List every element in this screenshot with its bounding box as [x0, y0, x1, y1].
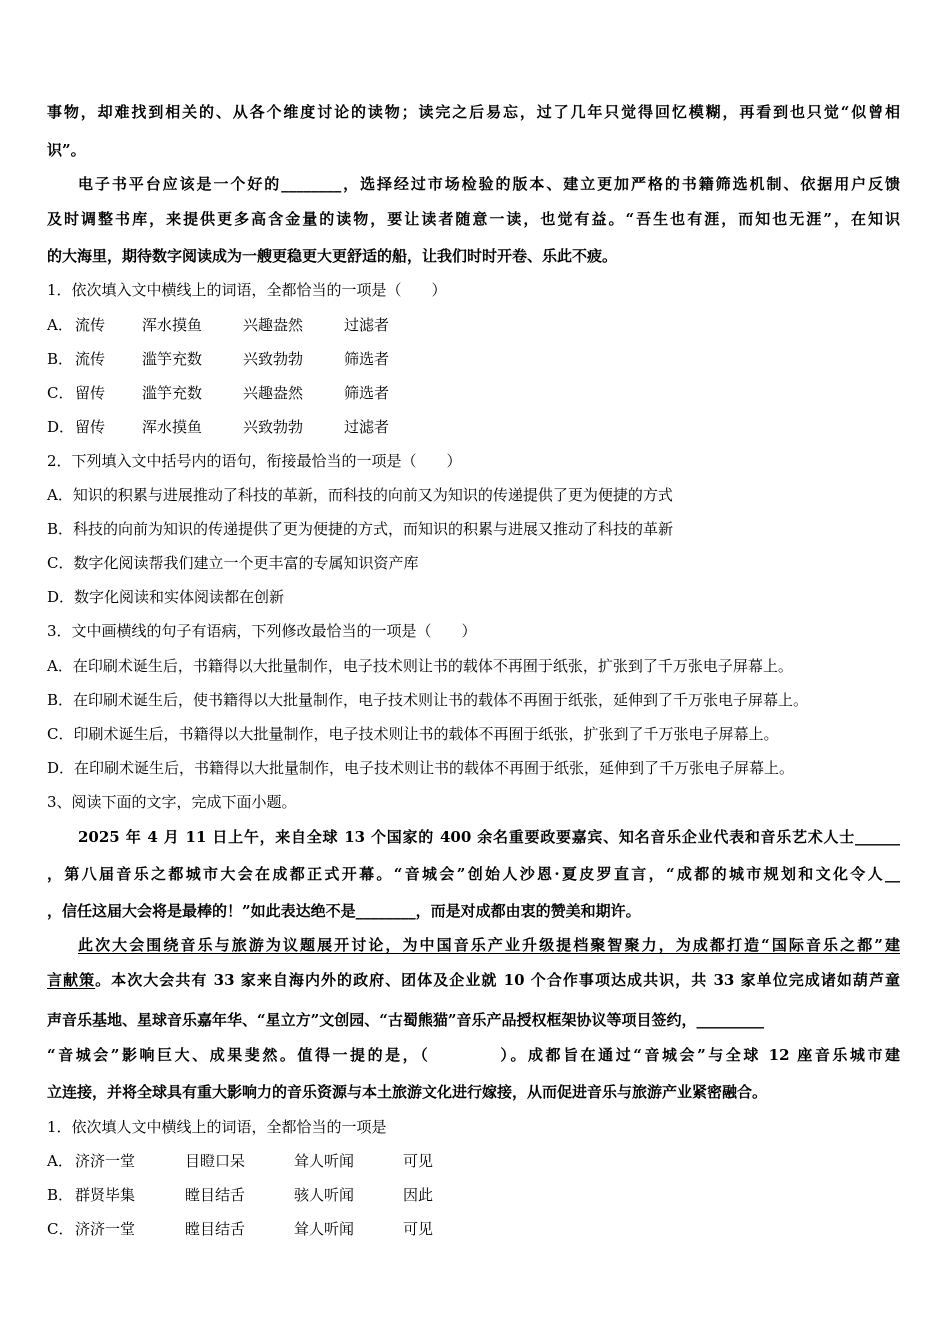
option-word-4: 筛选者: [344, 384, 390, 402]
option-word-3: 兴趣盎然: [243, 316, 304, 334]
option-word-4: 因此: [403, 1186, 434, 1204]
question-3-stem: 3．文中画横线的句子有语病，下列修改最恰当的一项是（ ）: [47, 622, 477, 640]
section-3-p2-line1: 此次大会围绕音乐与旅游为议题展开讨论，为中国音乐产业升级提档聚智聚力，为成都打造“国际音乐之都”建: [78, 936, 900, 954]
question-1-option-a: [47, 315, 389, 335]
passage1-p2-line1: 电子书平台应该是一个好的________，选择经过市场检验的版本、建立更加严格的书籍筛选机制、依据用户反馈: [78, 175, 900, 193]
option-label: D．: [47, 418, 75, 436]
option-word-1: 留传: [75, 418, 106, 436]
option-word-3: 兴趣盎然: [243, 384, 304, 402]
option-word-4: 可见: [403, 1152, 434, 1170]
option-word-3: 兴致勃勃: [243, 418, 304, 436]
question-2-option-c: C．数字化阅读帮我们建立一个更丰富的专属知识资产库: [47, 554, 419, 572]
question-4-option-c: [47, 1219, 433, 1239]
section-3-p2-line2: [47, 970, 900, 990]
question-1-option-c: [47, 383, 389, 403]
option-word-1: 济济一堂: [75, 1152, 136, 1170]
option-word-4: 可见: [403, 1220, 434, 1238]
option-word-3: 耸人听闻: [294, 1152, 355, 1170]
option-label: A．: [47, 1152, 73, 1170]
section-3-p1-line3: ，信任这届大会将是最棒的！”如此表达绝不是________，而是对成都由衷的赞美和期许。: [47, 902, 641, 920]
option-label: C．: [47, 384, 74, 402]
option-word-1: 流传: [75, 316, 106, 334]
question-2-stem: 2．下列填入文中括号内的语句，衔接最恰当的一项是（ ）: [47, 452, 462, 470]
option-word-2: 滥竽充数: [142, 350, 203, 368]
underlined-phrase: 言献策: [47, 971, 96, 989]
option-word-3: 骇人听闻: [294, 1186, 355, 1204]
question-4-stem: 1．依次填人文中横线上的词语，全都恰当的一项是: [47, 1118, 387, 1136]
question-1-option-d: [47, 417, 389, 437]
section-3-p2-line2-rest: 。本次大会共有 33 家来自海内外的政府、团体及企业就 10 个合作事项达成共识，共 33 家单位完成诸如葫芦童: [95, 971, 900, 989]
option-label: B．: [47, 350, 74, 368]
option-label: B．: [47, 1186, 74, 1204]
passage1-p2-line2: 及时调整书库，来提供更多高含金量的读物，要让读者随意一读，也觉有益。“吾生也有涯，而知也无涯”，在知识: [47, 210, 900, 228]
option-label: A．: [47, 316, 73, 334]
section-3-p1-line1: 2025 年 4 月 11 日上午，来自全球 13 个国家的 400 余名重要政要嘉宾、知名音乐企业代表和音乐艺术人士______: [78, 828, 900, 846]
question-1-stem: 1．依次填入文中横线上的词语，全都恰当的一项是（ ）: [47, 281, 447, 299]
option-word-2: 瞠目结舌: [185, 1220, 246, 1238]
option-word-1: 济济一堂: [75, 1220, 136, 1238]
passage1-line1: 事物，却难找到相关的、从各个维度讨论的读物；读完之后易忘，过了几年只觉得回忆模糊，再看到也只觉“似曾相: [47, 103, 900, 121]
section-3-p2-line5: 立连接，并将全球具有重大影响力的音乐资源与本土旅游文化进行嫁接，从而促进音乐与旅游产业紧密融合。: [47, 1083, 768, 1101]
option-word-3: 耸人听闻: [294, 1220, 355, 1238]
option-word-2: 瞠目结舌: [185, 1186, 246, 1204]
question-3-option-a: A．在印刷术诞生后，书籍得以大批量制作，电子技术则让书的载体不再囿于纸张，扩张到了千万张电子屏幕上。: [47, 657, 793, 675]
question-3-option-b: B．在印刷术诞生后，使书籍得以大批量制作，电子技术则让书的载体不再囿于纸张，延伸到了千万张电子屏幕上。: [47, 691, 809, 709]
option-word-3: 兴致勃勃: [243, 350, 304, 368]
option-word-4: 过滤者: [344, 316, 390, 334]
option-word-4: 过滤者: [344, 418, 390, 436]
option-word-1: 流传: [75, 350, 106, 368]
option-word-2: 滥竽充数: [142, 384, 203, 402]
section-3-p2-line3: 声音乐基地、星球音乐嘉年华、“星立方”文创园、“古蜀熊猫”音乐产品授权框架协议等项目签约，_________: [47, 1011, 765, 1029]
option-word-2: 目瞪口呆: [185, 1152, 246, 1170]
question-2-option-a: A．知识的积累与进展推动了科技的革新，而科技的向前又为知识的传递提供了更为便捷的方式: [47, 486, 673, 504]
section-3-p1-line2: ，第八届音乐之都城市大会在成都正式开幕。“音城会”创始人沙恩·夏皮罗直言，“成都的城市规划和文化令人__: [47, 865, 900, 883]
option-word-1: 群贤毕集: [75, 1186, 136, 1204]
option-word-2: 浑水摸鱼: [142, 316, 203, 334]
question-2-option-d: D．数字化阅读和实体阅读都在创新: [47, 588, 285, 606]
section-3-heading: 3、阅读下面的文字，完成下面小题。: [47, 793, 297, 811]
option-word-2: 浑水摸鱼: [142, 418, 203, 436]
question-3-option-d: D．在印刷术诞生后，书籍得以大批量制作，电子技术则让书的载体不再囿于纸张，延伸到了千万张电子屏幕上。: [47, 759, 795, 777]
question-4-option-a: [47, 1151, 433, 1171]
option-word-4: 筛选者: [344, 350, 390, 368]
question-4-option-b: [47, 1185, 433, 1205]
question-1-option-b: [47, 349, 389, 369]
option-label: C．: [47, 1220, 74, 1238]
question-3-option-c: C．印刷术诞生后，书籍得以大批量制作，电子技术则让书的载体不再囿于纸张，扩张到了千万张电子屏幕上。: [47, 725, 779, 743]
section-3-p2-line4: “音城会”影响巨大、成果斐然。值得一提的是，（ ）。成都旨在通过“音城会”与全球 12 座音乐城市建: [47, 1046, 900, 1064]
passage1-line2: 识”。: [47, 141, 86, 159]
option-word-1: 留传: [75, 384, 106, 402]
passage1-p2-line3: 的大海里，期待数字阅读成为一艘更稳更大更舒适的船，让我们时时开卷、乐此不疲。: [47, 247, 618, 265]
question-2-option-b: B．科技的向前为知识的传递提供了更为便捷的方式，而知识的积累与进展又推动了科技的革新: [47, 520, 674, 538]
